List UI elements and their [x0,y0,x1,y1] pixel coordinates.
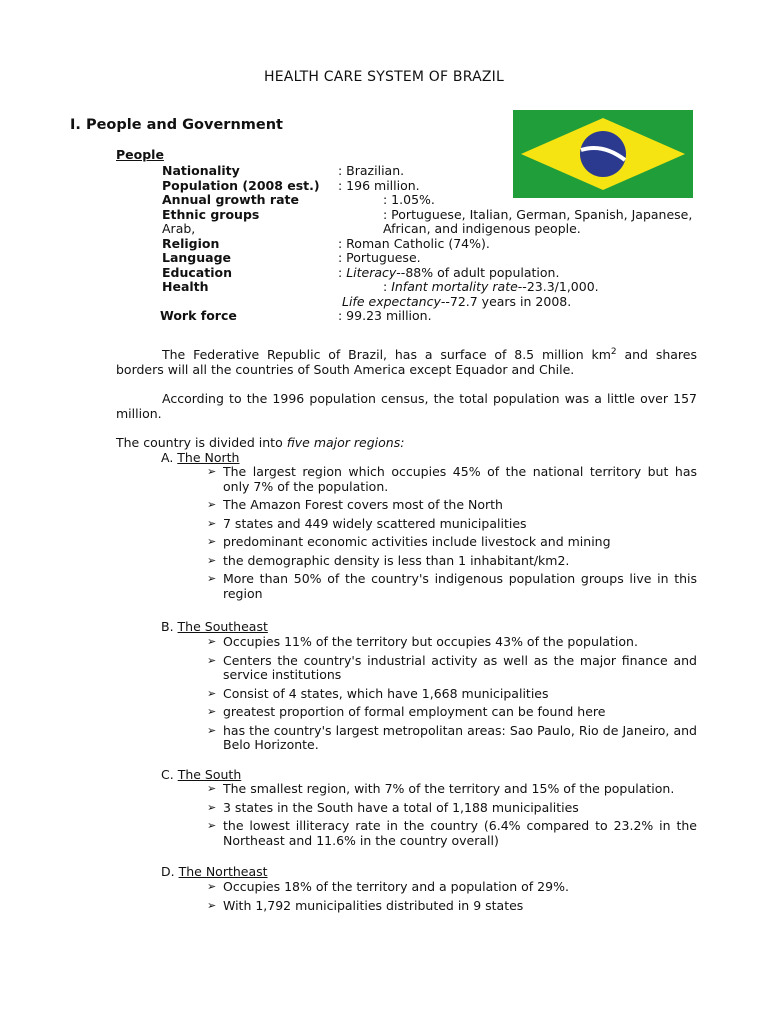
value-education [338,265,559,280]
list-item: ➢ The smallest region, with 7% of the territory and 15% of the population. [207,781,675,796]
value-language: : Portuguese. [338,250,421,265]
region-heading-southeast [161,619,268,634]
label-ethnic-continued: Arab, [162,221,196,236]
paragraph-regions-intro [116,435,697,450]
label-education: Education [162,265,232,280]
value-italic: Literacy [346,265,397,280]
bullet-list-south [207,782,697,848]
region-name: The Southeast [177,619,268,634]
value-health [383,279,599,294]
superscript: 2 [610,347,617,357]
label-health: Health [162,279,209,294]
value-rest: --72.7 years in 2008. [440,294,572,309]
value-prefix: : [338,265,347,280]
region-letter: B. [161,619,174,634]
arrow-bullet-icon: ➢ [207,516,217,530]
list-item: ➢ More than 50% of the country's indigenous population groups live in this region [207,571,697,601]
label-growth-rate: Annual growth rate [162,192,299,207]
label-work-force: Work force [160,308,237,323]
label-language: Language [162,250,232,265]
value-ethnic-continued: African, and indigenous people. [383,221,581,236]
paragraph-text: The country is divided into [116,435,287,450]
value-rest: --88% of adult population. [396,265,560,280]
paragraph-census [116,391,697,421]
label-ethnic-groups: Ethnic groups [162,207,260,222]
paragraph-surface [116,345,697,377]
arrow-bullet-icon: ➢ [207,572,217,585]
region-name: The South [177,767,242,782]
region-heading-south [161,767,241,782]
arrow-bullet-icon: ➢ [207,819,217,832]
document-title: HEALTH CARE SYSTEM OF BRAZIL [264,69,504,85]
region-name: The North [177,450,240,465]
list-item: ➢ Centers the country's industrial activity as well as the major finance and service institutions [207,652,697,682]
bullet-list-north [207,465,697,601]
arrow-bullet-icon: ➢ [207,705,217,718]
arrow-bullet-icon: ➢ [207,782,217,795]
arrow-bullet-icon: ➢ [207,880,217,893]
region-heading-north [161,450,239,465]
list-item: ➢ Occupies 18% of the territory and a population of 29%. [207,879,569,894]
value-life-expectancy [342,294,571,309]
region-letter: D. [161,864,175,879]
value-italic: Infant mortality rate [391,279,518,294]
bullet-list-southeast [207,635,697,753]
list-item: ➢ 7 states and 449 widely scattered municipalities [207,515,527,531]
brazil-flag-image [513,110,693,198]
label-nationality: Nationality [162,163,240,178]
arrow-bullet-icon: ➢ [207,800,217,814]
value-growth-rate: : 1.05%. [383,192,435,207]
arrow-bullet-icon: ➢ [207,653,217,667]
paragraph-text: According to the 1996 population census, the total population was a little over 157 million. [116,391,697,421]
paragraph-text: and shares borders will all the countries of South America except Equador and Chile. [116,347,697,378]
value-work-force: : 99.23 million. [338,308,432,323]
list-item: ➢ 3 states in the South have a total of 1,188 municipalities [207,799,579,815]
list-item: ➢ With 1,792 municipalities distributed in 9 states [207,897,524,913]
value-italic: Life expectancy [342,294,441,309]
value-rest: --23.3/1,000. [517,279,599,294]
bullet-list-northeast [207,880,697,913]
label-population: Population (2008 est.) [162,178,320,193]
region-name: The Northeast [178,864,268,879]
list-item: ➢ has the country's largest metropolitan areas: Sao Paulo, Rio de Janeiro, and Belo Horizonte. [207,722,697,752]
value-nationality: : Brazilian. [338,163,405,178]
list-item: ➢ the lowest illiteracy rate in the country (6.4% compared to 23.2% in the Northeast and 11.6% in the country overall) [207,818,697,848]
paragraph-italic: five major regions: [286,435,405,450]
arrow-bullet-icon: ➢ [207,498,217,511]
arrow-bullet-icon: ➢ [207,686,217,700]
region-heading-northeast [161,864,268,879]
list-item: ➢ Occupies 11% of the territory but occupies 43% of the population. [207,634,638,649]
list-item: ➢ the demographic density is less than 1 inhabitant/km2. [207,552,570,568]
value-ethnic-groups: : Portuguese, Italian, German, Spanish, Japanese, [383,207,693,222]
arrow-bullet-icon: ➢ [207,635,217,648]
list-item: ➢ Consist of 4 states, which have 1,668 municipalities [207,685,549,701]
list-item: ➢ The largest region which occupies 45% of the national territory but has only 7% of the population. [207,464,697,494]
region-letter: A. [161,450,174,465]
arrow-bullet-icon: ➢ [207,553,217,567]
arrow-bullet-icon: ➢ [207,723,217,737]
section-heading: I. People and Government [70,117,283,133]
list-item: ➢ The Amazon Forest covers most of the North [207,497,503,512]
value-religion: : Roman Catholic (74%). [338,236,490,251]
value-prefix: : [383,279,392,294]
region-letter: C. [161,767,174,782]
arrow-bullet-icon: ➢ [207,535,217,548]
value-population: : 196 million. [338,178,420,193]
list-item: ➢ greatest proportion of formal employment can be found here [207,704,606,719]
arrow-bullet-icon: ➢ [207,465,217,478]
people-label: People [116,147,164,162]
paragraph-text: The Federative Republic of Brazil, has a surface of 8.5 million km [162,347,611,363]
label-religion: Religion [162,236,220,251]
list-item: ➢ predominant economic activities include livestock and mining [207,534,611,549]
arrow-bullet-icon: ➢ [207,898,217,912]
